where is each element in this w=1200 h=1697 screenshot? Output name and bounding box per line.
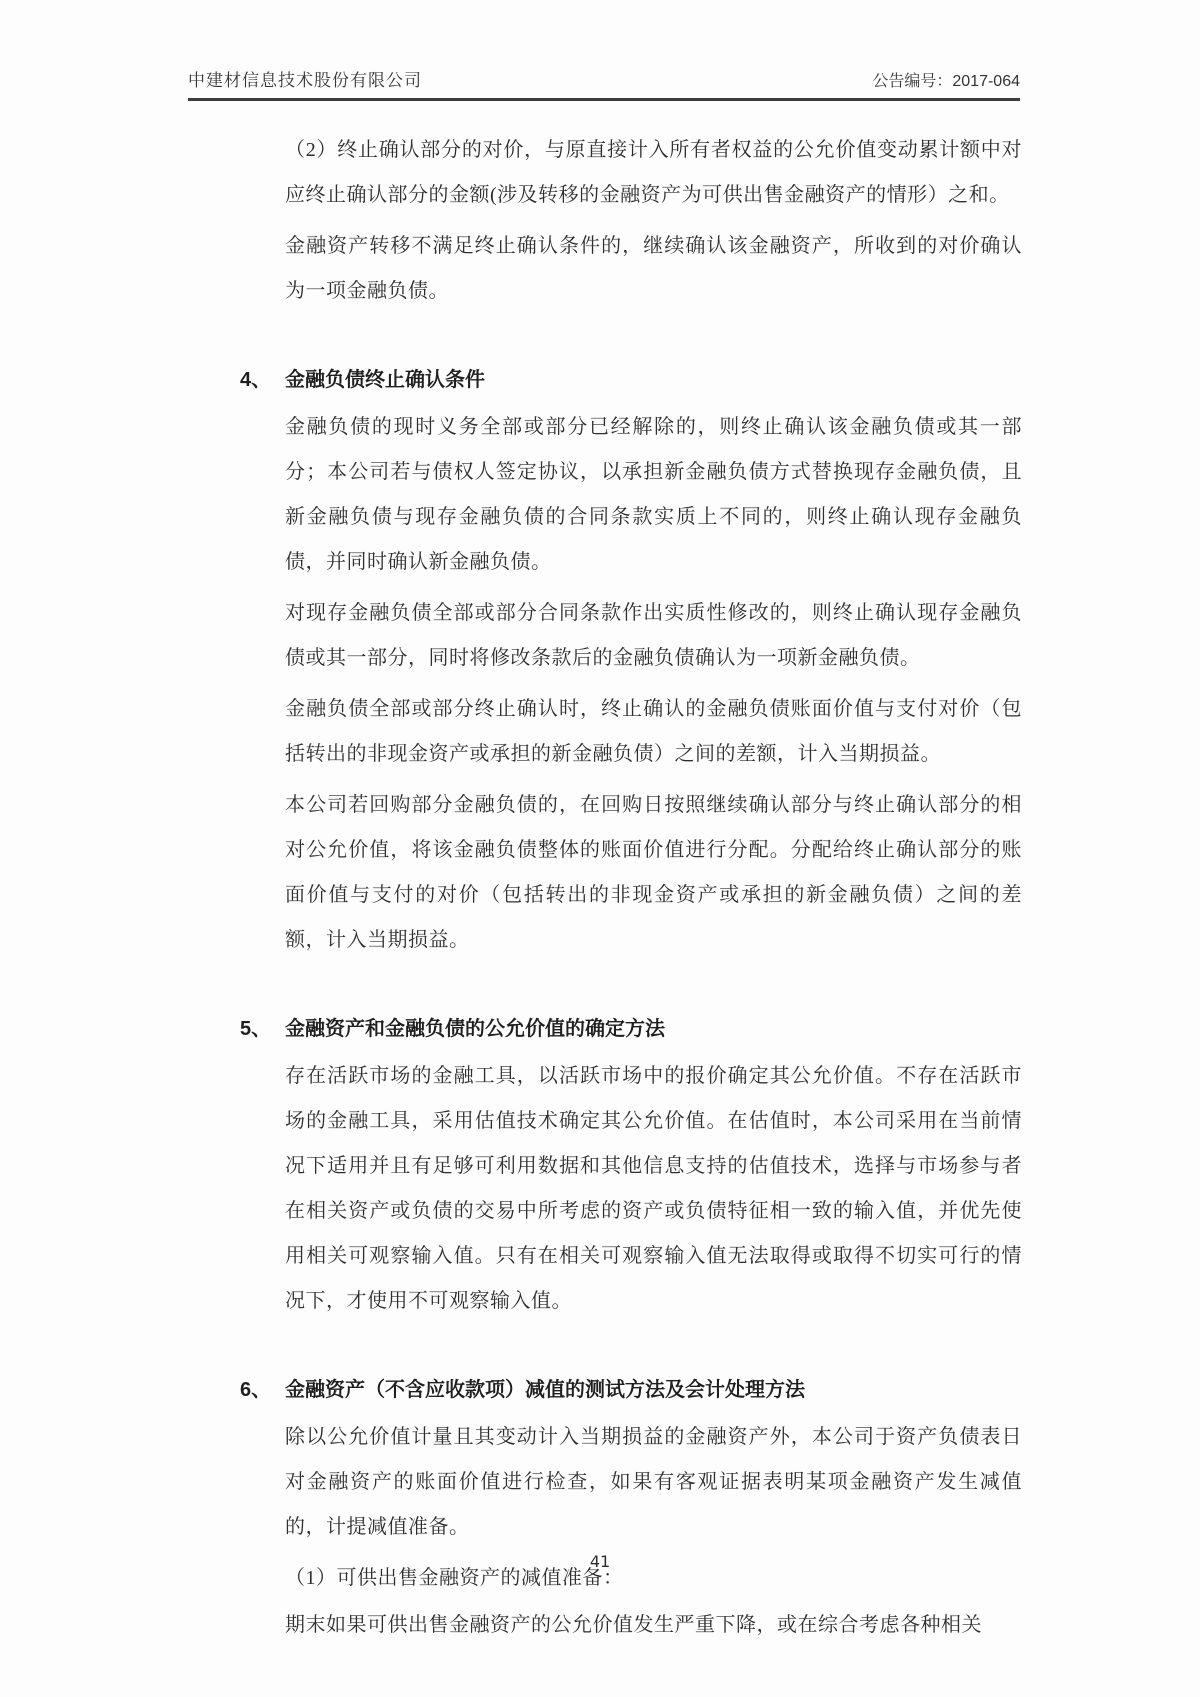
page-header (188, 66, 1020, 101)
announcement-number: 公告编号：2017-064 (872, 73, 1020, 90)
section-paragraph: 金融负债的现时义务全部或部分已经解除的，则终止确认该金融负债或其一部分；本公司若与债权人签定协议，以承担新金融负债方式替换现存金融负债，且新金融负债与现存金融负债的合同条款实质上不同的，则终止确认现存金融负债，并同时确认新金融负债。 (285, 416, 1022, 573)
section-paragraph: 期末如果可供出售金融资产的公允价值发生严重下降，或在综合考虑各种相关 (285, 1614, 982, 1636)
section-heading-6 (240, 1368, 1022, 1413)
page-footer (0, 1552, 1200, 1572)
section-paragraph: 对现存金融负债全部或部分合同条款作出实质性修改的，则终止确认现存金融负债或其一部分，同时将修改条款后的金融负债确认为一项新金融负债。 (285, 602, 1022, 669)
document-body (240, 128, 1022, 1654)
section-paragraph: 存在活跃市场的金融工具，以活跃市场中的报价确定其公允价值。不存在活跃市场的金融工具，采用估值技术确定其公允价值。在估值时，本公司采用在当前情况下适用并且有足够可利用数据和其他信息支持的估值技术，选择与市场参与者在相关资产或负债的交易中所考虑的资产或负债特征相一致的输入值，并优先使用相关可观察输入值。只有在相关可观察输入值无法取得或取得不切实可行的情况下，才使用不可观察输入值。 (285, 1065, 1022, 1312)
section-paragraph: 本公司若回购部分金融负债的，在回购日按照继续确认部分与终止确认部分的相对公允价值，将该金融负债整体的账面价值进行分配。分配给终止确认部分的账面价值与支付的对价（包括转出的非现金资产或承担的新金融负债）之间的差额，计入当期损益。 (285, 794, 1022, 951)
section-number: 4、 (240, 369, 272, 391)
section-title: 金融资产和金融负债的公允价值的确定方法 (285, 1018, 665, 1040)
section-subitem-paragraph: （1）可供出售金融资产的减值准备： (285, 1567, 624, 1589)
section-number: 5、 (240, 1018, 272, 1040)
page-number: 41 (589, 1552, 611, 1571)
section-heading-4 (240, 358, 1022, 403)
section-heading-5 (240, 1007, 1022, 1052)
company-name: 中建材信息技术股份有限公司 (188, 71, 422, 90)
section-paragraph: 金融负债全部或部分终止确认时，终止确认的金融负债账面价值与支付对价（包括转出的非现金资产或承担的新金融负债）之间的差额，计入当期损益。 (285, 698, 1022, 765)
section-paragraph: 除以公允价值计量且其变动计入当期损益的金融资产外，本公司于资产负债表日对金融资产的账面价值进行检查，如果有客观证据表明某项金融资产发生减值的，计提减值准备。 (285, 1426, 1022, 1538)
section-number: 6、 (240, 1379, 272, 1401)
intro-paragraph: （2）终止确认部分的对价，与原直接计入所有者权益的公允价值变动累计额中对应终止确认部分的金额(涉及转移的金融资产为可供出售金融资产的情形）之和。 (285, 139, 1022, 206)
section-title: 金融负债终止确认条件 (285, 369, 485, 391)
intro-paragraph: 金融资产转移不满足终止确认条件的，继续确认该金融资产，所收到的对价确认为一项金融负债。 (285, 235, 1022, 302)
section-title: 金融资产（不含应收款项）减值的测试方法及会计处理方法 (285, 1379, 805, 1401)
